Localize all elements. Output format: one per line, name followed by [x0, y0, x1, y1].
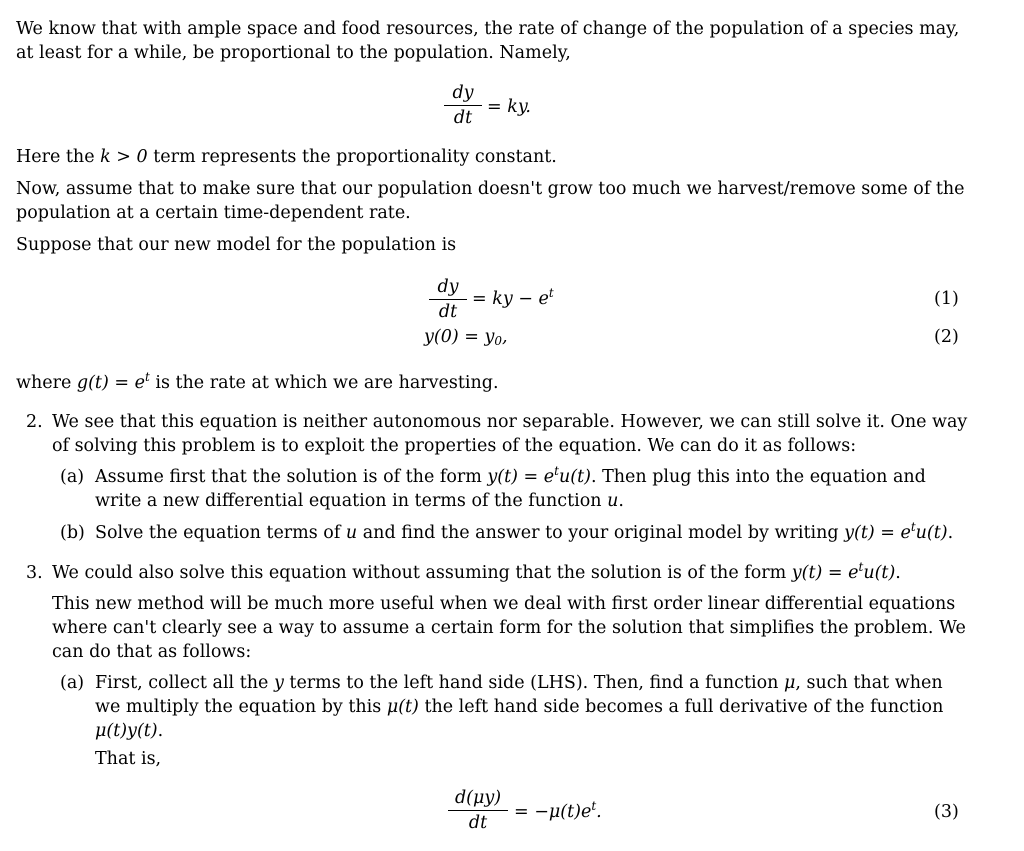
item-3a-line-4: That is,	[95, 749, 162, 769]
harvest-rate-formula: $g(t) = e^t$	[76, 370, 150, 393]
item-2-line-1: We see that this equation is neither autonomous nor separable. However, we can still solve it. One way	[52, 412, 968, 432]
item-3a-line-2: we multiply the equation by this μ(t) the left hand side becomes a full derivative of the function	[95, 697, 944, 717]
equation-1-fraction	[429, 276, 467, 323]
item-2-line-2: of solving this problem is to exploit the properties of the equation. We can do it as follows:	[52, 436, 857, 456]
intro-line-1: We know that with ample space and food resources, the rate of change of the population of a species may,	[16, 19, 960, 39]
item-2b-line-1: Solve the equation terms of u and find the answer to your original model by writing $y(t) = e^tu(t)$.	[95, 520, 954, 543]
k-note: Here the k > 0 term represents the proportionality constant.	[16, 147, 557, 167]
where-line: where $g(t) = e^t$ is the rate at which we are harvesting.	[16, 370, 499, 393]
equation-1-denominator: dt	[438, 302, 458, 322]
item-3a-marker: (a)	[60, 673, 85, 693]
equation-0-numerator: dy	[444, 82, 482, 106]
item-2-marker: 2.	[26, 412, 43, 432]
equation-3-fraction	[448, 787, 508, 834]
equation-0-rhs: = ky.	[487, 97, 531, 117]
equation-1-number: (1)	[934, 289, 959, 309]
harvest-line-1: Now, assume that to make sure that our population doesn't grow too much we harvest/remove some of the	[16, 179, 965, 199]
item-2b-marker: (b)	[60, 523, 85, 543]
item-3a-line-3: μ(t)y(t).	[95, 721, 164, 741]
intro-line-2: at least for a while, be proportional to the population. Namely,	[16, 43, 571, 63]
equation-3-numerator: d(μy)	[448, 787, 508, 811]
equation-3-number: (3)	[934, 802, 959, 822]
equation-2-number: (2)	[934, 327, 959, 347]
equation-1-numerator: dy	[429, 276, 467, 300]
equation-2: $y(0) = y_0$,	[424, 327, 508, 348]
equation-3-denominator: dt	[468, 813, 488, 833]
suppose-line: Suppose that our new model for the population is	[16, 235, 457, 255]
item-3-paragraph-line-1: This new method will be much more useful when we deal with first order linear differential equations	[52, 594, 956, 614]
equation-3-rhs: = $-\mu(t)e^t$.	[514, 799, 602, 822]
item-3-line-1: We could also solve this equation without assuming that the solution is of the form $y(t) = e^tu(t)$.	[52, 560, 901, 583]
equation-1-rhs: = ky − $e^t$	[472, 286, 554, 309]
item-3-paragraph-line-3: can do that as follows:	[52, 642, 252, 662]
harvest-line-2: population at a certain time-dependent rate.	[16, 203, 411, 223]
equation-0-fraction	[444, 82, 482, 129]
item-3-marker: 3.	[26, 563, 43, 583]
equation-0-denominator: dt	[453, 108, 473, 128]
item-3a-line-1: First, collect all the y terms to the left hand side (LHS). Then, find a function μ, such that when	[95, 673, 943, 693]
item-3-paragraph-line-2: where can't clearly see a way to assume a certain form for the solution that simplifies the problem. We	[52, 618, 966, 638]
item-2a-marker: (a)	[60, 467, 85, 487]
item-2a-line-1: Assume first that the solution is of the form $y(t) = e^tu(t)$. Then plug this into the equation and	[95, 464, 926, 487]
item-2a-line-2: write a new differential equation in terms of the function u.	[95, 491, 624, 511]
k-condition: k > 0	[100, 147, 148, 167]
